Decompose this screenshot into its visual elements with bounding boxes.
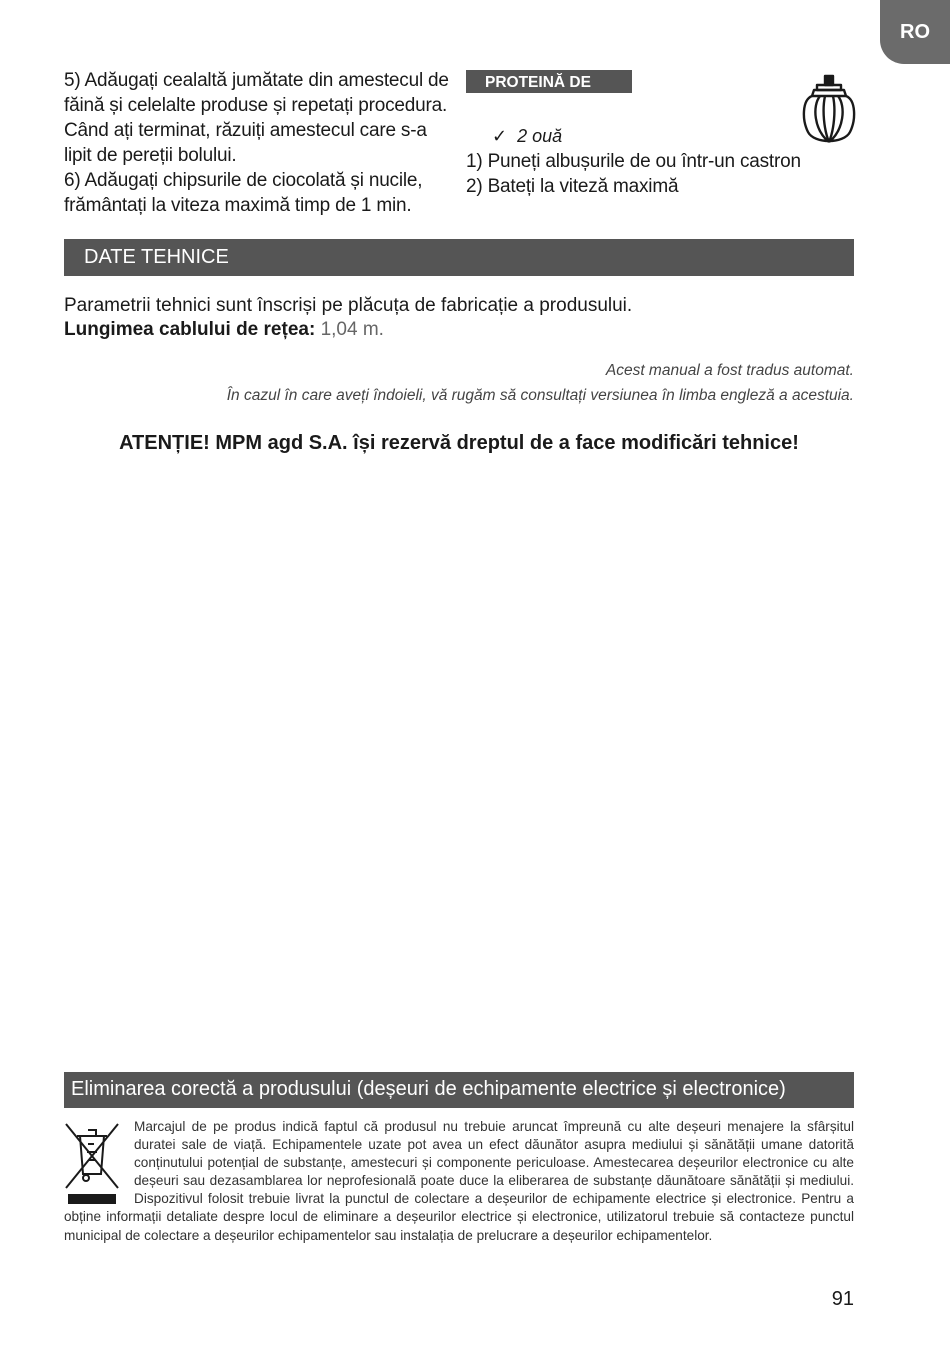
page-number: 91 (831, 1288, 854, 1310)
section-title-disposal: Eliminarea corectă a produsului (deșeuri de echipamente electrice și electronice) (64, 1072, 854, 1108)
technical-data (64, 294, 864, 342)
translation-note (154, 358, 854, 408)
section-title-date-tehnice: DATE TEHNICE (64, 239, 854, 276)
cable-value: 1,04 m. (320, 319, 384, 340)
step-6: 6) Adăugați chipsurile de ciocolată și nucile, frământați la viteza maximă timp de 1 min. (64, 170, 423, 216)
disposal-text (64, 1118, 854, 1245)
protein-tag: PROTEINĂ DE BĂTUT (466, 70, 632, 93)
whisk-attachment-icon (800, 74, 858, 146)
disposal-paragraph: Marcajul de pe produs indică faptul că produsul nu trebuie aruncat împreună cu alte deșeuri menajere la sfârșitul duratei sale de viață. Echipamentele uzate pot avea un efect dăunător asupra mediului și sănătății umane datorită conținutului potențial de substanțe, amestecuri și componente periculoase. Amestecarea deșeurilor electronice cu alte deșeuri sau dezasamblarea lor neprofesională poate duce la eliberarea de substanțe dăunătoare sănătății și mediului. Dispozitivul folosit trebuie livrat la punctul de colectare a deșeurilor de echipamente electrice și electronice. Pentru a obține informații detaliate despre locul de eliminare a deșeurilor electrice și electronice, utilizatorul trebuie să contacteze punctul municipal de colectare a deșeurilor echipamentelor sau instalația de prelucrare a deșeurilor echipamentelor. (64, 1119, 854, 1243)
note-line-1: Acest manual a fost tradus automat. (605, 362, 854, 379)
cable-label: Lungimea cablului de rețea: (64, 319, 316, 340)
protein-recipe (466, 70, 856, 199)
check-icon: ✓ (492, 126, 508, 146)
protein-steps (466, 149, 856, 199)
protein-step-2: 2) Bateți la viteză maximă (466, 176, 679, 197)
recipe-steps-continued (64, 68, 456, 218)
note-line-2: În cazul în care aveți îndoieli, vă rugăm să consultați versiunea în limba engleză a acestuia. (226, 387, 854, 404)
step-5: 5) Adăugați cealaltă jumătate din amestecul de făină și celelalte produse și repetați procedura. Când ați terminat, răzuiți amestecul care s-a lipit de pereții bolului. (64, 70, 449, 166)
warning-text: ATENȚIE! MPM agd S.A. își rezervă dreptul de a face modificări tehnice! (119, 432, 799, 454)
protein-step-1: 1) Puneți albușurile de ou într-un castron (466, 151, 801, 172)
cable-length (64, 318, 864, 342)
ingredient-eggs: 2 ouă (517, 126, 563, 146)
language-tab: RO (880, 0, 950, 64)
tech-params: Parametrii tehnici sunt înscriși pe plăcuța de fabricație a produsului. (64, 295, 633, 316)
